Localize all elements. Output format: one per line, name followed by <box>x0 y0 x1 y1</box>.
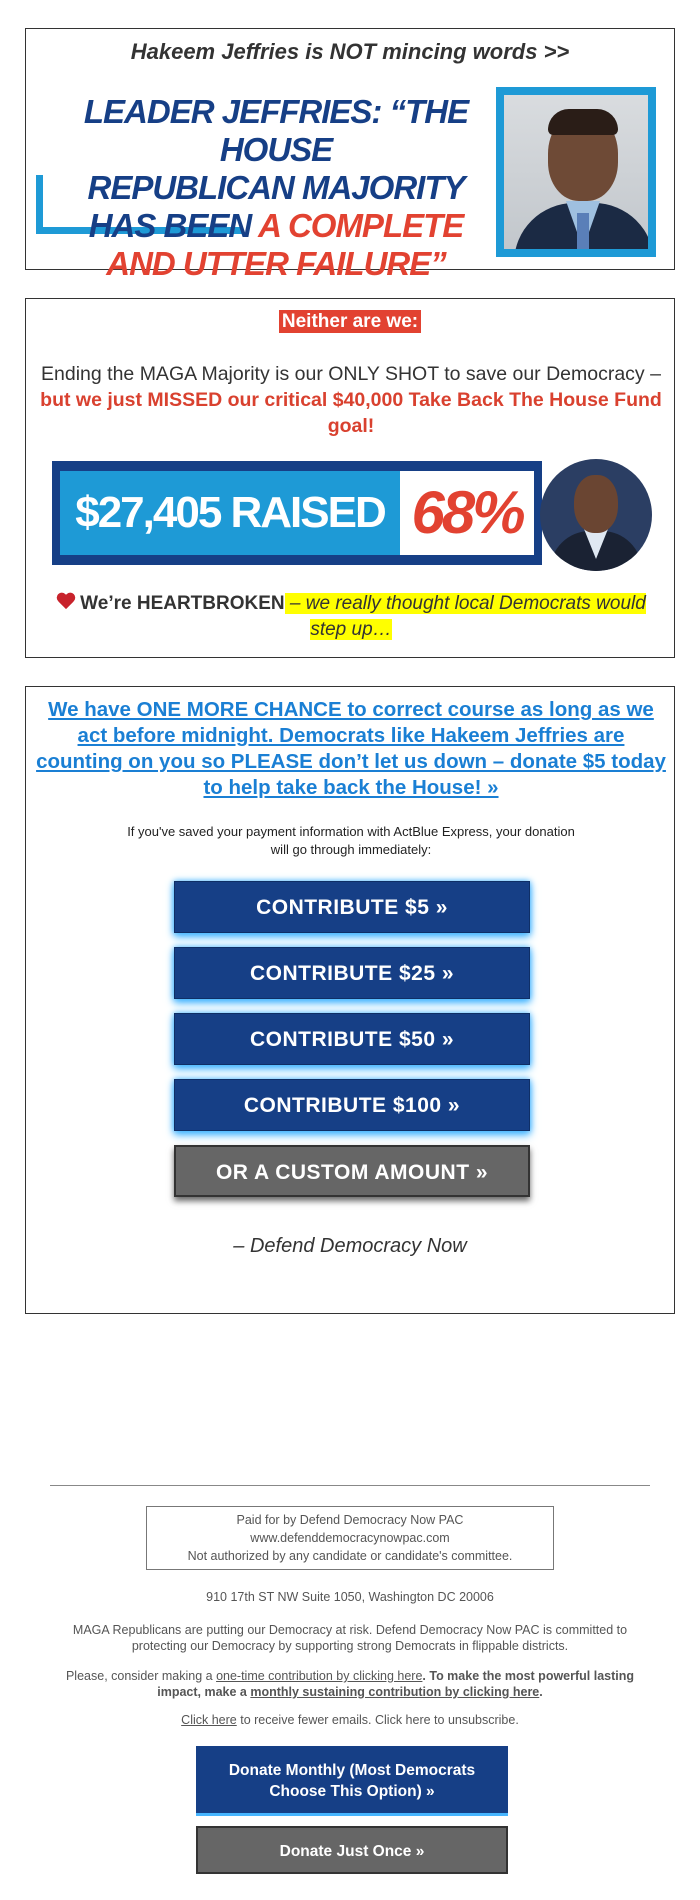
paid-for-box <box>146 1506 554 1570</box>
quote-line-1: LEADER JEFFRIES: “THE HOUSE <box>83 93 469 168</box>
appeal-link[interactable]: We have ONE MORE CHANCE to correct course as long as we act before midnight. Democrats like Hakeem Jeffries are counting on you so PLEASE don’t let us down – donate $5 today to help take back the House! » <box>36 698 666 799</box>
signature: – Defend Democracy Now <box>233 1235 467 1257</box>
contribute-50-button[interactable]: CONTRIBUTE $50 » <box>174 1013 530 1065</box>
quote-line-4: AND UTTER FAILURE” <box>106 245 446 282</box>
actblue-note-line-1: If you've saved your payment information with ActBlue Express, your donation <box>127 824 575 839</box>
contribution-options-text <box>55 1668 645 1700</box>
contribute-100-button[interactable]: CONTRIBUTE $100 » <box>174 1079 530 1131</box>
jeffries-quote-card <box>25 28 675 282</box>
donate-monthly-line-1: Donate Monthly (Most Democrats <box>228 1762 476 1779</box>
heartbroken-bold: We’re HEARTBROKEN <box>80 593 285 614</box>
fewer-emails-link[interactable]: Click here <box>181 1713 237 1727</box>
heartbroken-italic: – we really thought local Democrats would step up… <box>284 593 646 640</box>
jeffries-portrait <box>540 459 652 571</box>
donate-monthly-line-2: Choose This Option) » <box>269 1783 435 1800</box>
contribute-5-button[interactable]: CONTRIBUTE $5 » <box>174 881 530 933</box>
heartbroken-line <box>46 591 656 643</box>
not-authorized-line: Not authorized by any candidate or candidate's committee. <box>187 1549 513 1563</box>
mission-statement: MAGA Republicans are putting our Democracy at risk. Defend Democracy Now PAC is committed to protecting our Democracy by supporting strong Democrats in flippable districts. <box>72 1623 628 1653</box>
custom-amount-button[interactable]: OR A CUSTOM AMOUNT » <box>174 1145 530 1197</box>
consider-text-b: . To make the most powerful lasting impact, make a <box>157 1669 635 1699</box>
quote-banner-image[interactable] <box>36 87 664 282</box>
one-time-contribution-link[interactable]: one-time contribution by clicking here <box>216 1669 423 1683</box>
donation-card <box>25 686 675 1314</box>
footer-divider <box>50 1485 650 1486</box>
headline: Hakeem Jeffries is NOT mincing words >> <box>130 39 570 64</box>
pac-website: www.defenddemocracynowpac.com <box>250 1531 450 1545</box>
neither-label: Neither are we: <box>279 310 421 333</box>
progress-meter-image[interactable] <box>52 461 542 565</box>
jeffries-photo <box>496 87 656 257</box>
quote-line-3b: A COMPLETE <box>258 207 464 244</box>
consider-text-a: Please, consider making a <box>65 1669 217 1683</box>
neither-heading <box>26 311 674 333</box>
contribute-25-button[interactable]: CONTRIBUTE $25 » <box>174 947 530 999</box>
ending-red: but we just MISSED our critical $40,000 Take Back The House Fund goal! <box>40 389 662 437</box>
monthly-contribution-link[interactable]: monthly sustaining contribution by clicking here <box>250 1685 540 1699</box>
quote-text <box>46 93 506 283</box>
ending-maga-text <box>36 361 666 439</box>
raised-percent: 68% <box>400 471 534 555</box>
raised-amount: $27,405 RAISED <box>75 488 385 537</box>
appeal-text <box>36 697 666 801</box>
donate-once-button[interactable]: Donate Just Once » <box>196 1826 508 1874</box>
fundraising-status-card <box>25 298 675 658</box>
donate-monthly-button[interactable] <box>196 1746 508 1816</box>
actblue-note <box>106 823 596 859</box>
mailing-address: 910 17th ST NW Suite 1050, Washington DC 20006 <box>206 1590 494 1604</box>
email-preferences <box>0 1713 700 1727</box>
quote-line-2: REPUBLICAN MAJORITY <box>87 169 465 206</box>
broken-heart-icon <box>56 593 76 611</box>
unsubscribe-text: to receive fewer emails. Click here to unsubscribe. <box>236 1713 519 1727</box>
consider-text-c: . <box>539 1685 543 1699</box>
ending-plain: Ending the MAGA Majority is our ONLY SHOT to save our Democracy – <box>41 363 661 385</box>
paid-for-line: Paid for by Defend Democracy Now PAC <box>236 1513 464 1527</box>
quote-line-3a: HAS BEEN <box>88 207 259 244</box>
actblue-note-line-2: will go through immediately: <box>270 842 432 857</box>
